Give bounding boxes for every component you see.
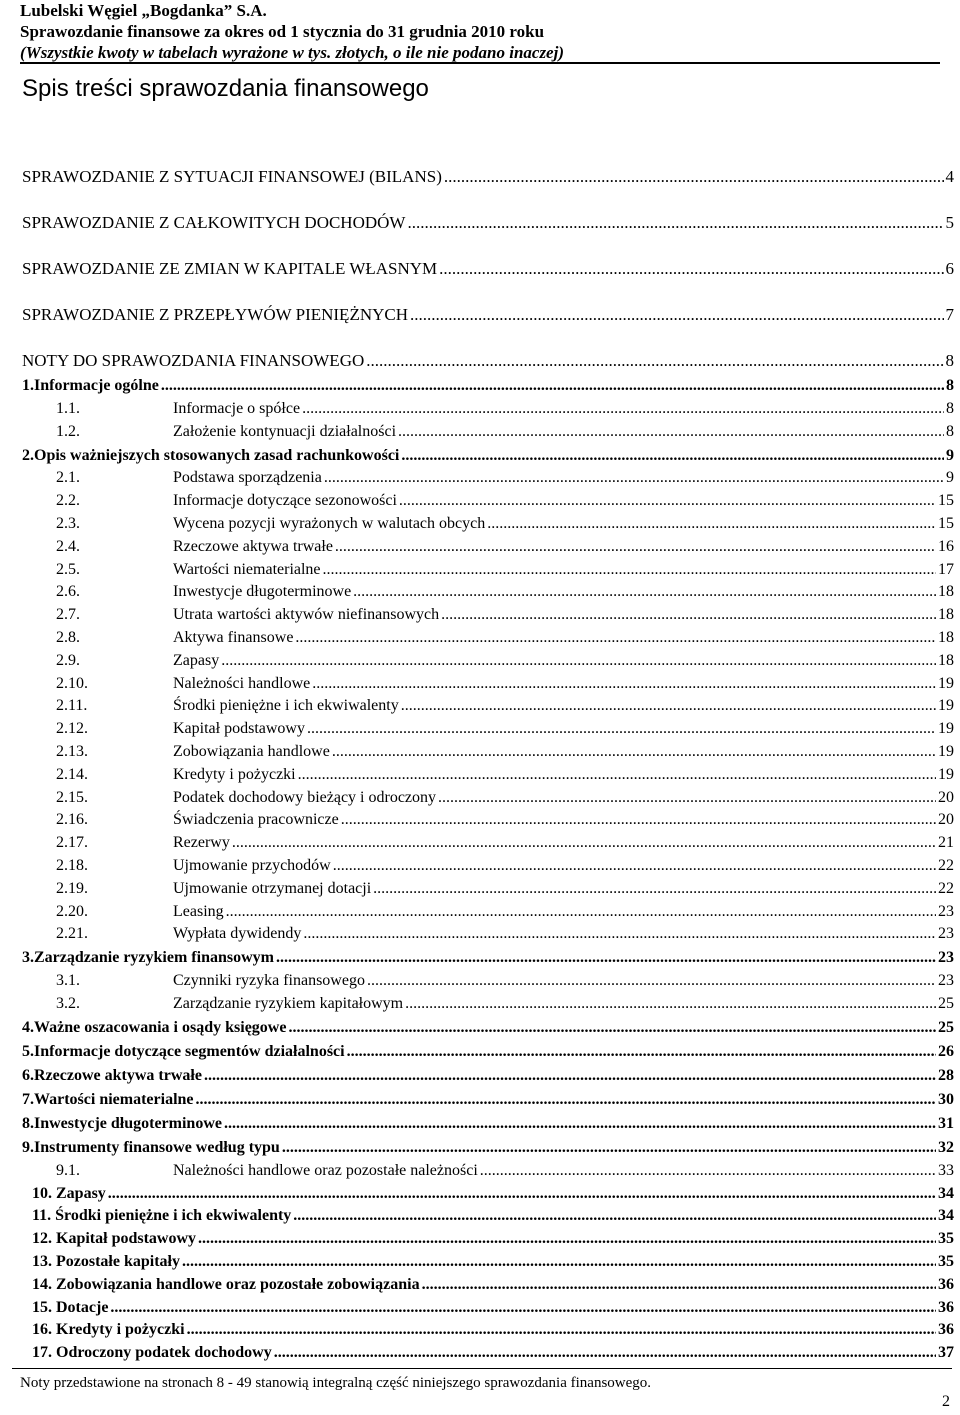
toc-entry[interactable] xyxy=(22,715,954,738)
toc-entry-label: Wycena pozycji wyrażonych w walutach obcych xyxy=(173,514,486,532)
toc-entry[interactable] xyxy=(22,990,954,1013)
toc-entry-page: 7 xyxy=(945,305,954,324)
toc-entry-number: 2.2. xyxy=(56,492,80,510)
toc-entry-label: Kapitał podstawowy xyxy=(56,1230,197,1248)
toc-entry-page: 18 xyxy=(938,628,954,646)
toc-entry-page: 8 xyxy=(946,422,954,440)
toc-entry-page: 33 xyxy=(938,1161,954,1179)
toc-entry-number: 2.7. xyxy=(56,606,80,624)
toc-entry-number: 2.14. xyxy=(56,765,88,783)
table-of-contents xyxy=(22,141,954,1362)
report-period: Sprawozdanie finansowe za okres od 1 stycznia do 31 grudnia 2010 roku xyxy=(20,22,545,41)
toc-entry-number: 6. xyxy=(22,1066,34,1084)
toc-entry[interactable] xyxy=(22,1061,954,1085)
toc-entry-label: Zapasy xyxy=(173,651,220,669)
dot-leader xyxy=(232,834,936,852)
toc-entry-number: 2.19. xyxy=(56,879,88,897)
toc-entry-number: 1. xyxy=(22,377,34,394)
dot-leader xyxy=(401,697,936,715)
toc-entry[interactable] xyxy=(22,761,954,784)
toc-entry-label: Zapasy xyxy=(56,1184,106,1202)
toc-entry-label: Ważne oszacowania i osądy księgowe xyxy=(34,1018,287,1036)
dot-leader xyxy=(438,789,936,807)
toc-entry-page: 21 xyxy=(938,834,954,852)
toc-entry[interactable] xyxy=(22,395,954,418)
toc-entry[interactable] xyxy=(22,533,954,556)
toc-entry-page: 31 xyxy=(938,1114,954,1132)
toc-entry-number: 2.13. xyxy=(56,742,88,760)
toc-entry-number: 2.6. xyxy=(56,583,80,601)
toc-entry-page: 15 xyxy=(938,514,954,532)
toc-entry-label: Świadczenia pracownicze xyxy=(173,811,339,829)
toc-entry-label: Inwestycje długoterminowe xyxy=(34,1114,222,1132)
toc-entry[interactable] xyxy=(22,325,954,371)
dot-leader xyxy=(347,1043,936,1061)
toc-entry[interactable] xyxy=(22,487,954,510)
toc-entry-page: 8 xyxy=(945,351,954,370)
toc-entry-number: 3.1. xyxy=(56,972,80,990)
toc-entry-page: 18 xyxy=(938,651,954,669)
toc-entry-number: 15. xyxy=(32,1298,52,1316)
toc-entry-label: Utrata wartości aktywów niefinansowych xyxy=(173,606,440,624)
dot-leader xyxy=(110,1299,936,1317)
toc-entry-number: 7. xyxy=(22,1090,34,1108)
toc-entry[interactable] xyxy=(22,670,954,693)
toc-entry-number: 2.12. xyxy=(56,720,88,738)
toc-entry-number: 8. xyxy=(22,1114,34,1132)
dot-leader xyxy=(182,1253,936,1271)
toc-entry-number: 1.2. xyxy=(56,422,80,440)
toc-entry-label: Rzeczowe aktywa trwałe xyxy=(173,537,333,555)
dot-leader xyxy=(274,1344,936,1362)
dot-leader xyxy=(324,469,944,487)
toc-entry-number: 2.5. xyxy=(56,560,80,578)
toc-entry-number: 2.10. xyxy=(56,674,88,692)
toc-entry-page: 22 xyxy=(938,856,954,874)
toc-entry-page: 15 xyxy=(938,492,954,510)
footer-divider xyxy=(12,1368,952,1369)
dot-leader xyxy=(323,561,936,579)
amounts-note: (Wszystkie kwoty w tabelach wyrażone w tys. złotych, o ile nie podano inaczej) xyxy=(20,43,564,62)
toc-entry-page: 32 xyxy=(938,1138,954,1156)
toc-entry[interactable] xyxy=(22,852,954,875)
toc-entry-label: Zobowiązania handlowe xyxy=(173,742,330,760)
toc-entry[interactable] xyxy=(22,1339,954,1362)
toc-entry[interactable] xyxy=(22,371,954,395)
toc-entry-number: 2.8. xyxy=(56,628,80,646)
dot-leader xyxy=(353,583,936,601)
dot-leader xyxy=(298,766,936,784)
dot-leader xyxy=(302,400,944,418)
dot-leader xyxy=(293,1207,936,1225)
toc-entry-label: Informacje o spółce xyxy=(173,399,301,417)
toc-entry-label: Ujmowanie przychodów xyxy=(173,856,331,874)
dot-leader xyxy=(307,720,936,738)
footer-note: Noty przedstawione na stronach 8 - 49 stanowią integralną część niniejszego sprawozdania finansowego. xyxy=(20,1375,652,1391)
dot-leader xyxy=(399,492,936,510)
toc-entry-page: 19 xyxy=(938,742,954,760)
toc-entry-label: SPRAWOZDANIE ZE ZMIAN W KAPITALE WŁASNYM xyxy=(22,259,438,278)
toc-entry-page: 19 xyxy=(938,720,954,738)
toc-entry-number: 11. xyxy=(32,1207,52,1225)
toc-entry-number: 17. xyxy=(32,1344,52,1362)
toc-entry-page: 17 xyxy=(938,560,954,578)
dot-leader xyxy=(198,1230,936,1248)
toc-entry-label: SPRAWOZDANIE Z SYTUACJI FINANSOWEJ (BILANS) xyxy=(22,167,442,186)
dot-leader xyxy=(373,880,936,898)
toc-entry-label: Należności handlowe oraz pozostałe należności xyxy=(173,1161,478,1179)
dot-leader xyxy=(422,1276,936,1294)
toc-entry[interactable] xyxy=(22,829,954,852)
toc-entry[interactable] xyxy=(22,647,954,670)
toc-entry-number: 1.1. xyxy=(56,399,80,417)
toc-entry-label: Założenie kontynuacji działalności xyxy=(173,422,397,440)
toc-entry-label: Kredyty i pożyczki xyxy=(56,1321,185,1339)
toc-entry-label: Rzeczowe aktywa trwałe xyxy=(34,1066,202,1084)
toc-entry[interactable] xyxy=(22,1037,954,1061)
toc-entry-label: SPRAWOZDANIE Z CAŁKOWITYCH DOCHODÓW xyxy=(22,213,406,232)
toc-entry-label: Kapitał podstawowy xyxy=(173,720,305,738)
toc-entry-page: 19 xyxy=(938,674,954,692)
dot-leader xyxy=(439,259,943,279)
dot-leader xyxy=(366,351,943,371)
toc-entry-label: Podstawa sporządzenia xyxy=(173,469,322,487)
toc-entry-label: Pozostałe kapitały xyxy=(56,1252,180,1270)
toc-entry-page: 18 xyxy=(938,583,954,601)
toc-entry[interactable] xyxy=(22,1180,954,1203)
toc-entry[interactable] xyxy=(22,875,954,898)
toc-entry[interactable] xyxy=(22,1317,954,1340)
toc-entry[interactable] xyxy=(22,579,954,602)
toc-entry[interactable] xyxy=(22,465,954,488)
toc-entry-label: Podatek dochodowy bieżący i odroczony xyxy=(173,788,437,806)
toc-entry-label: Informacje dotyczące sezonowości xyxy=(173,492,397,510)
toc-entry-page: 22 xyxy=(938,879,954,897)
toc-entry[interactable] xyxy=(22,738,954,761)
toc-entry-page: 25 xyxy=(938,1018,954,1036)
toc-entry-label: Środki pieniężne i ich ekwiwalenty xyxy=(55,1207,292,1225)
dot-leader xyxy=(405,995,936,1013)
toc-entry-number: 2.15. xyxy=(56,788,88,806)
toc-entry-page: 18 xyxy=(938,606,954,624)
toc-entry[interactable] xyxy=(22,233,954,279)
toc-entry-page: 23 xyxy=(938,949,954,967)
toc-entry[interactable] xyxy=(22,1271,954,1294)
toc-entry[interactable] xyxy=(22,1203,954,1226)
toc-entry[interactable] xyxy=(22,601,954,624)
toc-entry[interactable] xyxy=(22,967,954,990)
toc-entry-number: 5. xyxy=(22,1042,34,1060)
dot-leader xyxy=(401,447,944,465)
dot-leader xyxy=(276,949,936,967)
toc-entry-page: 23 xyxy=(938,902,954,920)
toc-entry[interactable] xyxy=(22,1109,954,1133)
toc-entry-page: 23 xyxy=(938,925,954,943)
toc-entry-page: 6 xyxy=(945,259,954,278)
toc-entry[interactable] xyxy=(22,1248,954,1271)
toc-entry-number: 14. xyxy=(32,1275,52,1293)
dot-leader xyxy=(221,652,936,670)
dot-leader xyxy=(441,606,936,624)
toc-entry[interactable] xyxy=(22,418,954,441)
toc-entry-label: Opis ważniejszych stosowanych zasad rachunkowości xyxy=(34,446,400,464)
toc-entry-label: Instrumenty finansowe według typu xyxy=(34,1138,280,1156)
dot-leader xyxy=(367,972,936,990)
toc-entry-number: 2.17. xyxy=(56,834,88,852)
toc-entry-label: Inwestycje długoterminowe xyxy=(173,583,352,601)
toc-entry-page: 20 xyxy=(938,788,954,806)
toc-entry-number: 2.4. xyxy=(56,537,80,555)
toc-entry-label: Rezerwy xyxy=(173,834,230,852)
toc-entry-label: Ujmowanie otrzymanej dotacji xyxy=(173,879,372,897)
page-title: Spis treści sprawozdania finansowego xyxy=(22,75,429,102)
toc-entry-page: 36 xyxy=(938,1321,954,1339)
toc-entry[interactable] xyxy=(22,441,954,465)
dot-leader xyxy=(187,1321,936,1339)
toc-entry[interactable] xyxy=(22,943,954,967)
toc-entry-number: 2. xyxy=(22,446,34,464)
toc-entry-number: 2.1. xyxy=(56,469,80,487)
dot-leader xyxy=(226,903,936,921)
toc-entry-number: 3. xyxy=(22,949,34,967)
toc-entry-page: 28 xyxy=(938,1066,954,1084)
toc-entry[interactable] xyxy=(22,141,954,187)
toc-entry[interactable] xyxy=(22,279,954,325)
toc-entry[interactable] xyxy=(22,510,954,533)
toc-entry-label: Aktywa finansowe xyxy=(173,628,294,646)
toc-entry-label: Wypłata dywidendy xyxy=(173,925,302,943)
dot-leader xyxy=(108,1185,936,1203)
dot-leader xyxy=(204,1067,936,1085)
dot-leader xyxy=(444,167,944,187)
toc-entry[interactable] xyxy=(22,898,954,921)
dot-leader xyxy=(288,1019,936,1037)
toc-entry-page: 19 xyxy=(938,765,954,783)
toc-entry-page: 5 xyxy=(945,213,954,232)
toc-entry-page: 35 xyxy=(938,1252,954,1270)
toc-entry-page: 8 xyxy=(946,399,954,417)
toc-entry-label: SPRAWOZDANIE Z PRZEPŁYWÓW PIENIĘŻNYCH xyxy=(22,305,408,324)
dot-leader xyxy=(341,811,936,829)
toc-entry-number: 16. xyxy=(32,1321,52,1339)
toc-entry-page: 37 xyxy=(938,1344,954,1362)
toc-entry-page: 35 xyxy=(938,1230,954,1248)
toc-entry-page: 23 xyxy=(938,972,954,990)
toc-entry-number: 2.9. xyxy=(56,651,80,669)
dot-leader xyxy=(196,1091,936,1109)
toc-entry-label: Należności handlowe xyxy=(173,674,311,692)
toc-entry-label: Informacje ogólne xyxy=(34,377,159,394)
toc-entry[interactable] xyxy=(22,1294,954,1317)
dot-leader xyxy=(282,1139,936,1157)
toc-entry-page: 8 xyxy=(946,377,954,394)
toc-entry-number: 9. xyxy=(22,1138,34,1156)
toc-entry-label: Kredyty i pożyczki xyxy=(173,765,296,783)
toc-entry-page: 36 xyxy=(938,1275,954,1293)
toc-entry-number: 13. xyxy=(32,1252,52,1270)
toc-entry-page: 4 xyxy=(945,167,954,186)
toc-entry[interactable] xyxy=(22,807,954,830)
toc-entry-page: 9 xyxy=(946,469,954,487)
toc-entry-number: 4. xyxy=(22,1018,34,1036)
toc-entry-label: Leasing xyxy=(173,902,224,920)
toc-entry-label: Odroczony podatek dochodowy xyxy=(56,1344,272,1362)
toc-entry-page: 34 xyxy=(938,1207,954,1225)
toc-entry-page: 16 xyxy=(938,537,954,555)
toc-entry-page: 25 xyxy=(938,994,954,1012)
toc-entry-number: 2.16. xyxy=(56,811,88,829)
toc-entry-page: 34 xyxy=(938,1184,954,1202)
toc-entry[interactable] xyxy=(22,1225,954,1248)
dot-leader xyxy=(332,743,936,761)
toc-entry-label: Wartości niematerialne xyxy=(34,1090,194,1108)
toc-entry-label: Zarządzanie ryzykiem kapitałowym xyxy=(173,994,404,1012)
toc-entry-page: 9 xyxy=(946,446,954,464)
dot-leader xyxy=(295,629,936,647)
toc-entry-label: Czynniki ryzyka finansowego xyxy=(173,972,365,990)
toc-entry-label: Informacje dotyczące segmentów działalności xyxy=(34,1042,345,1060)
dot-leader xyxy=(161,377,944,395)
toc-entry-number: 2.3. xyxy=(56,514,80,532)
toc-entry-label: NOTY DO SPRAWOZDANIA FINANSOWEGO xyxy=(22,351,365,370)
toc-entry[interactable] xyxy=(22,556,954,579)
company-name: Lubelski Węgiel „Bogdanka” S.A. xyxy=(20,1,267,20)
toc-entry[interactable] xyxy=(22,921,954,944)
toc-entry-number: 2.18. xyxy=(56,856,88,874)
dot-leader xyxy=(410,305,944,325)
toc-entry[interactable] xyxy=(22,1013,954,1037)
toc-entry[interactable] xyxy=(22,1157,954,1180)
toc-entry-label: Wartości niematerialne xyxy=(173,560,321,578)
header-divider xyxy=(20,62,940,64)
toc-entry[interactable] xyxy=(22,693,954,716)
toc-entry-page: 19 xyxy=(938,697,954,715)
toc-entry-page: 36 xyxy=(938,1298,954,1316)
dot-leader xyxy=(480,1162,936,1180)
toc-entry[interactable] xyxy=(22,784,954,807)
dot-leader xyxy=(335,538,936,556)
dot-leader xyxy=(224,1115,936,1133)
toc-entry-number: 12. xyxy=(32,1230,52,1248)
toc-entry-label: Zobowiązania handlowe oraz pozostałe zobowiązania xyxy=(56,1275,420,1293)
document-header xyxy=(20,0,940,63)
toc-entry-page: 20 xyxy=(938,811,954,829)
toc-entry-number: 10. xyxy=(32,1184,52,1202)
toc-entry-number: 2.21. xyxy=(56,925,88,943)
dot-leader xyxy=(407,213,943,233)
page-number: 2 xyxy=(942,1393,950,1410)
toc-entry-page: 30 xyxy=(938,1090,954,1108)
dot-leader xyxy=(398,423,944,441)
toc-entry[interactable] xyxy=(22,187,954,233)
toc-entry-number: 9.1. xyxy=(56,1161,80,1179)
toc-entry[interactable] xyxy=(22,1085,954,1109)
toc-entry-label: Dotacje xyxy=(56,1298,109,1316)
dot-leader xyxy=(312,675,936,693)
toc-entry-page: 26 xyxy=(938,1042,954,1060)
toc-entry-label: Środki pieniężne i ich ekwiwalenty xyxy=(173,697,399,715)
toc-entry-number: 2.11. xyxy=(56,697,88,715)
toc-entry-label: Zarządzanie ryzykiem finansowym xyxy=(34,949,274,967)
dot-leader xyxy=(487,515,936,533)
toc-entry[interactable] xyxy=(22,624,954,647)
toc-entry-number: 3.2. xyxy=(56,994,80,1012)
dot-leader xyxy=(303,925,936,943)
toc-entry[interactable] xyxy=(22,1133,954,1157)
toc-entry-number: 2.20. xyxy=(56,902,88,920)
dot-leader xyxy=(333,857,936,875)
